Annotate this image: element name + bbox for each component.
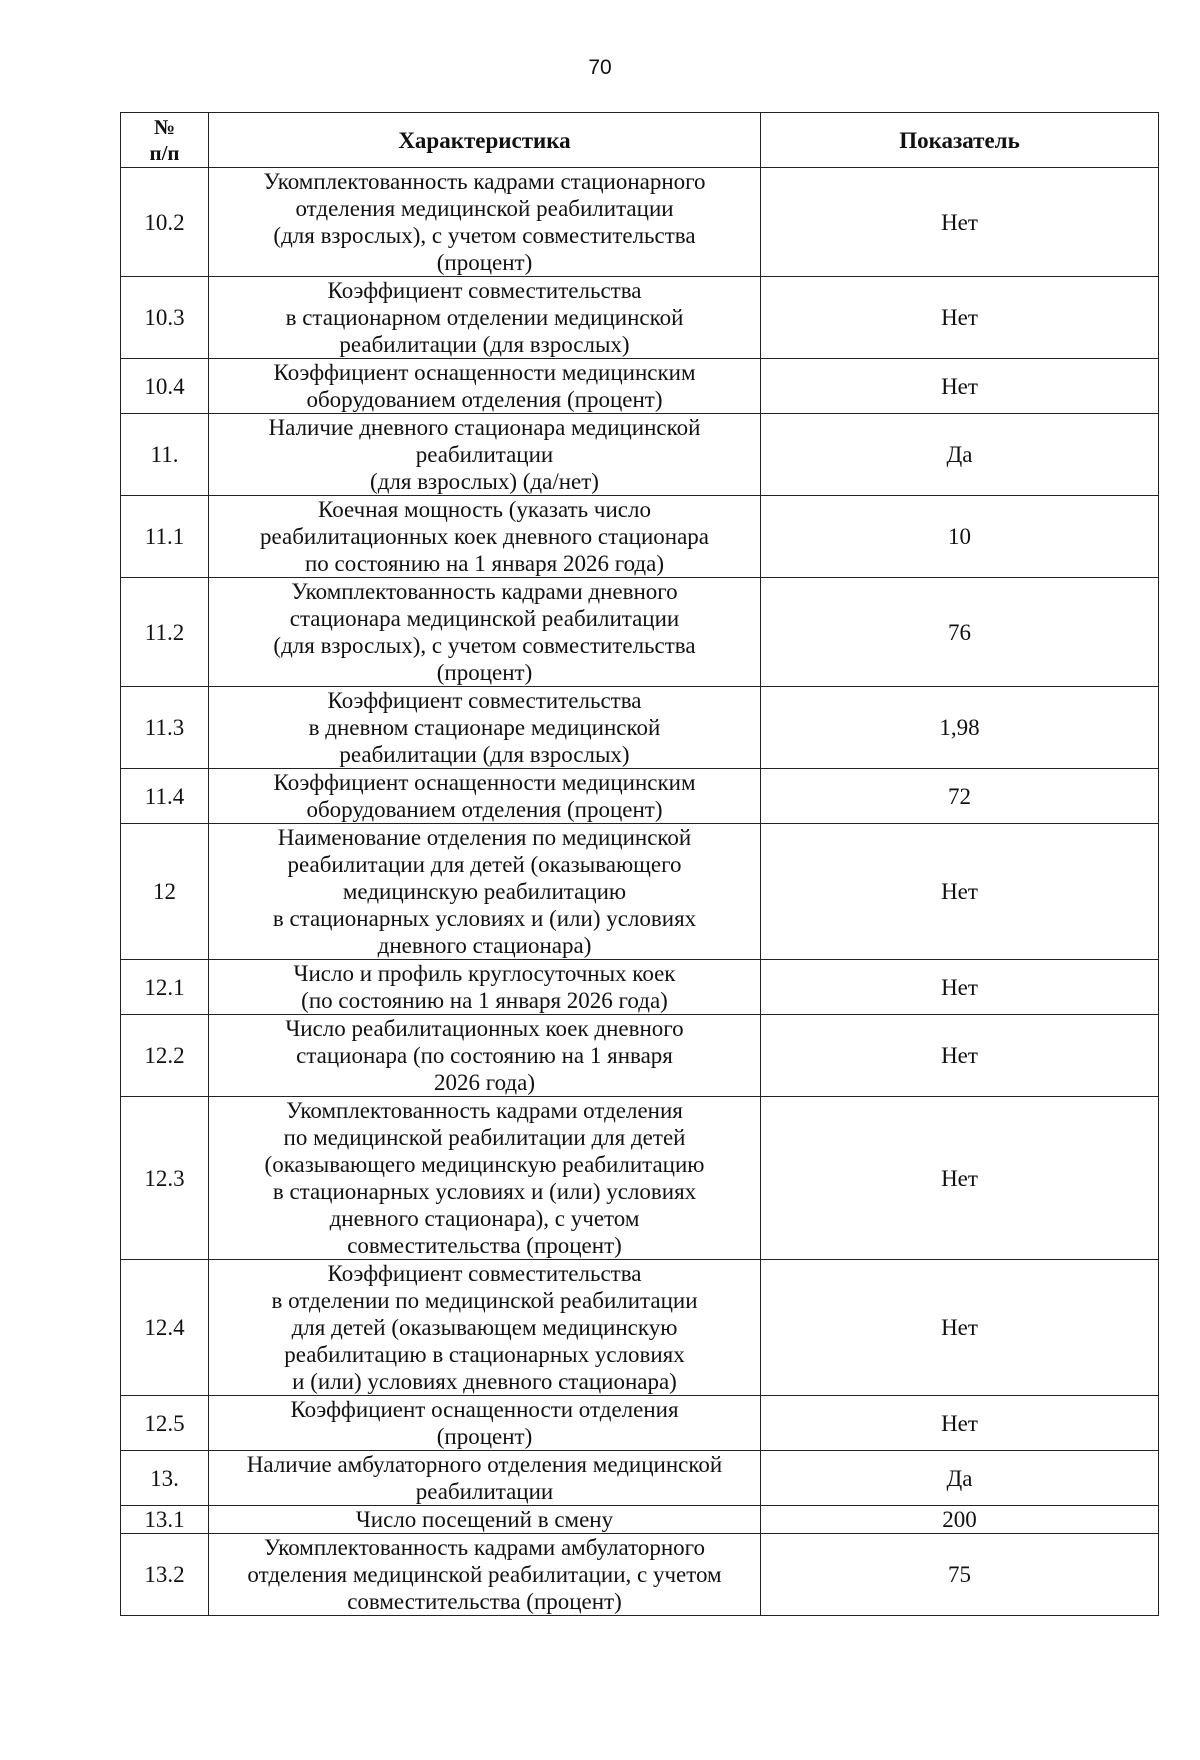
table-row [121, 1396, 1159, 1451]
row-characteristic: Число реабилитационных коек дневного стационара (по состоянию на 1 января 2026 года) [209, 1015, 761, 1097]
table-body [121, 168, 1159, 1616]
row-value: Нет [761, 277, 1159, 359]
table-row [121, 1534, 1159, 1616]
page-number: 70 [588, 56, 612, 79]
row-value: 72 [761, 769, 1159, 824]
row-value: Нет [761, 824, 1159, 960]
row-characteristic: Коэффициент совместительства в отделении по медицинской реабилитации для детей (оказывающем медицинскую реабилитацию в стационарных условиях и (или) условиях дневного стационара) [209, 1260, 761, 1396]
header-row [121, 113, 1159, 168]
row-characteristic: Наличие дневного стационара медицинской реабилитации (для взрослых) (да/нет) [209, 414, 761, 496]
row-number: 12.1 [121, 960, 209, 1015]
row-value: Нет [761, 359, 1159, 414]
row-number: 12.5 [121, 1396, 209, 1451]
table-row [121, 1097, 1159, 1260]
header-indicator: Показатель [761, 113, 1159, 168]
table-row [121, 687, 1159, 769]
row-characteristic: Коэффициент совместительства в стационарном отделении медицинской реабилитации (для взрослых) [209, 277, 761, 359]
row-number: 11.2 [121, 578, 209, 687]
row-number: 11.3 [121, 687, 209, 769]
row-characteristic: Наличие амбулаторного отделения медицинской реабилитации [209, 1451, 761, 1506]
row-characteristic: Укомплектованность кадрами амбулаторного отделения медицинской реабилитации, с учетом совместительства (процент) [209, 1534, 761, 1616]
table-row [121, 769, 1159, 824]
row-number: 12.2 [121, 1015, 209, 1097]
row-value: 10 [761, 496, 1159, 578]
row-characteristic: Коэффициент совместительства в дневном стационаре медицинской реабилитации (для взрослых) [209, 687, 761, 769]
row-value: 76 [761, 578, 1159, 687]
table-row [121, 1260, 1159, 1396]
table-row [121, 1451, 1159, 1506]
table-row [121, 359, 1159, 414]
row-number: 10.3 [121, 277, 209, 359]
row-number: 10.2 [121, 168, 209, 277]
row-number: 11.1 [121, 496, 209, 578]
row-number: 12.4 [121, 1260, 209, 1396]
table-row [121, 496, 1159, 578]
row-value: 200 [761, 1506, 1159, 1534]
table-row [121, 960, 1159, 1015]
header-characteristic: Характеристика [209, 113, 761, 168]
row-value: Нет [761, 1097, 1159, 1260]
row-characteristic: Коечная мощность (указать число реабилитационных коек дневного стационара по состоянию на 1 января 2026 года) [209, 496, 761, 578]
table-row [121, 277, 1159, 359]
row-characteristic: Коэффициент оснащенности отделения (процент) [209, 1396, 761, 1451]
row-number: 10.4 [121, 359, 209, 414]
table-header [121, 113, 1159, 168]
row-value: 75 [761, 1534, 1159, 1616]
row-value: 1,98 [761, 687, 1159, 769]
row-number: 12 [121, 824, 209, 960]
row-number: 13.2 [121, 1534, 209, 1616]
row-value: Да [761, 1451, 1159, 1506]
table-row [121, 168, 1159, 277]
row-number: 13. [121, 1451, 209, 1506]
row-number: 11.4 [121, 769, 209, 824]
header-number: № п/п [121, 113, 209, 168]
table-row [121, 1015, 1159, 1097]
row-characteristic: Укомплектованность кадрами дневного стационара медицинской реабилитации (для взрослых), с учетом совместительства (процент) [209, 578, 761, 687]
row-value: Нет [761, 168, 1159, 277]
table-row [121, 578, 1159, 687]
row-number: 11. [121, 414, 209, 496]
row-value: Нет [761, 960, 1159, 1015]
table-row [121, 1506, 1159, 1534]
characteristics-table [120, 112, 1159, 1616]
row-characteristic: Число и профиль круглосуточных коек (по состоянию на 1 января 2026 года) [209, 960, 761, 1015]
row-characteristic: Число посещений в смену [209, 1506, 761, 1534]
row-number: 13.1 [121, 1506, 209, 1534]
row-characteristic: Укомплектованность кадрами отделения по медицинской реабилитации для детей (оказывающего медицинскую реабилитацию в стационарных условиях и (или) условиях дневного стационара), с учетом совместительства (процент) [209, 1097, 761, 1260]
row-value: Да [761, 414, 1159, 496]
row-characteristic: Укомплектованность кадрами стационарного отделения медицинской реабилитации (для взрослых), с учетом совместительства (процент) [209, 168, 761, 277]
row-characteristic: Коэффициент оснащенности медицинским оборудованием отделения (процент) [209, 359, 761, 414]
table-row [121, 414, 1159, 496]
row-characteristic: Наименование отделения по медицинской реабилитации для детей (оказывающего медицинскую реабилитацию в стационарных условиях и (или) условиях дневного стационара) [209, 824, 761, 960]
row-number: 12.3 [121, 1097, 209, 1260]
row-value: Нет [761, 1015, 1159, 1097]
row-value: Нет [761, 1396, 1159, 1451]
table-row [121, 824, 1159, 960]
row-characteristic: Коэффициент оснащенности медицинским оборудованием отделения (процент) [209, 769, 761, 824]
row-value: Нет [761, 1260, 1159, 1396]
